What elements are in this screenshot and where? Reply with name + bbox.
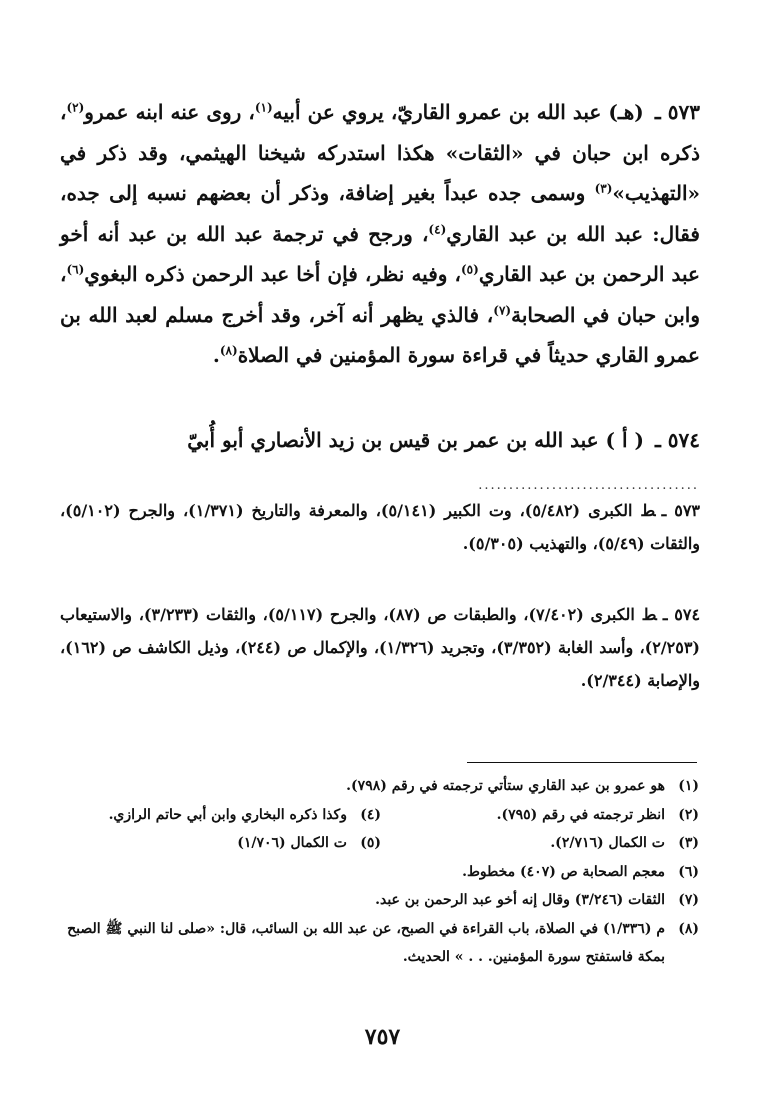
footnote-ref[interactable]: (٣): [594, 181, 613, 196]
footnote-6: [59, 858, 699, 887]
footnote-number: (٨): [678, 920, 699, 937]
footnote-ref[interactable]: (٧): [493, 302, 512, 317]
footnote-text: ت الكمال (١/٧٠٦): [237, 835, 347, 851]
entry-text: ، وفيه نظر، فإن أخا عبد الرحمن ذكره البغوي: [84, 262, 461, 286]
footnote-ref[interactable]: (٨): [219, 343, 238, 358]
dotted-separator: ....................................: [478, 478, 699, 493]
sources-573: [60, 494, 700, 560]
footnotes: [59, 772, 699, 972]
footnote-7: [59, 886, 699, 915]
footnote-2: [381, 801, 699, 830]
footnote-text: م (١/٣٣٦) في الصلاة، باب القراءة في الصبح، عن عبد الله بن السائب، قال: «صلى لنا النبي ﷺ الصبح بمكة فاستفتح سورة المؤمنين. . . » الحديث.: [67, 920, 665, 965]
footnote-text: وكذا ذكره البخاري وابن أبي حاتم الرازي.: [108, 806, 347, 823]
footnote-number: (٥): [360, 835, 381, 851]
footnote-ref[interactable]: (٥): [460, 262, 479, 277]
entry-text: ، وابن حبان في الصحابة: [60, 262, 700, 327]
entry-text: ، ذكره ابن حبان في «الثقات» هكذا استدركه شيخنا الهيثمي، وقد ذكر في «التهذيب»: [60, 100, 700, 205]
footnote-text: ت الكمال (٢/٧١٦).: [550, 835, 665, 851]
footnote-ref[interactable]: (٢): [66, 100, 85, 115]
footnote-ref[interactable]: (٤): [428, 221, 447, 236]
footnote-number: (٣): [678, 835, 699, 851]
source-text: ط الكبرى (٧/٤٠٢)، والطبقات ص (٨٧)، والجرح (٥/١١٧)، والثقات (٣/٢٣٣)، والاستيعاب (٢/٢٥٣)، وأسد الغابة (٣/٣٥٢)، وتجريد (١/٣٢٦)، والإكمال ص (٢٤٤)، وذيل الكاشف ص (١٦٢)، والإصابة (٢/٣٤٤).: [60, 605, 700, 690]
source-number: ٥٧٤ ـ: [662, 605, 701, 624]
footnote-3: [381, 829, 699, 858]
footnote-number: (٧): [678, 892, 699, 908]
source-number: ٥٧٣ ـ: [661, 501, 701, 520]
page-number: ٧٥٧: [364, 1024, 401, 1050]
footnote-8: [59, 915, 699, 972]
entry-573: [60, 92, 700, 376]
footnote-1: [59, 772, 699, 801]
footnote-ref[interactable]: (٦): [66, 262, 85, 277]
footnote-number: (٤): [360, 806, 381, 823]
footnote-text: انظر ترجمته في رقم (٧٩٥).: [496, 806, 665, 823]
entry-text: .: [212, 343, 220, 367]
entry-text: ( أ ) عبد الله بن عمر بن قيس بن زيد الأنصاري أبو أُبيّ: [187, 428, 644, 452]
footnote-row-3-5: [59, 829, 699, 858]
footnote-row-2-4: [59, 801, 699, 830]
source-text: ط الكبرى (٥/٤٨٢)، وت الكبير (٥/١٤١)، والمعرفة والتاريخ (١/٣٧١)، والجرح (٥/١٠٢)، والثقات (٥/٤٩)، والتهذيب (٥/٣٠٥).: [60, 501, 700, 553]
footnote-text: معجم الصحابة ص (٤٠٧) مخطوط.: [462, 863, 665, 880]
entry-text: وسمى جده عبداً بغير إضافة، وذكر أن بعضهم نسبه إلى جده، فقال: عبد الله بن عبد القاري: [60, 181, 700, 246]
entry-574: [60, 420, 700, 461]
footnote-rule: [467, 762, 697, 763]
entry-number: ٥٧٤ ـ: [654, 428, 700, 452]
entry-text: ، روى عنه ابنه عمرو: [84, 100, 255, 124]
footnote-text: الثقات (٣/٢٤٦) وقال إنه أخو عبد الرحمن بن عبد.: [375, 892, 665, 908]
footnote-5: [237, 829, 381, 858]
footnote-number: (٦): [678, 863, 699, 880]
footnote-number: (١): [678, 778, 699, 794]
entry-text: ، ورجح في ترجمة عبد الله بن عبد أنه أخو عبد الرحمن بن عبد القاري: [60, 221, 700, 286]
entry-text: (هـ) عبد الله بن عمرو القاريّ، يروي عن أبيه: [272, 100, 644, 124]
entry-number: ٥٧٣ ـ: [654, 100, 701, 124]
footnote-4: [109, 801, 381, 830]
footnote-ref[interactable]: (١): [254, 100, 273, 115]
entry-text: ، فالذي يظهر أنه آخر، وقد أخرج مسلم لعبد الله بن عمرو القاري حديثاً في قراءة سورة المؤمنين في الصلاة: [60, 302, 700, 367]
footnote-number: (٢): [678, 806, 699, 823]
footnote-text: هو عمرو بن عبد القاري ستأتي ترجمته في رقم (٧٩٨).: [346, 778, 665, 794]
sources-574: [60, 598, 700, 697]
